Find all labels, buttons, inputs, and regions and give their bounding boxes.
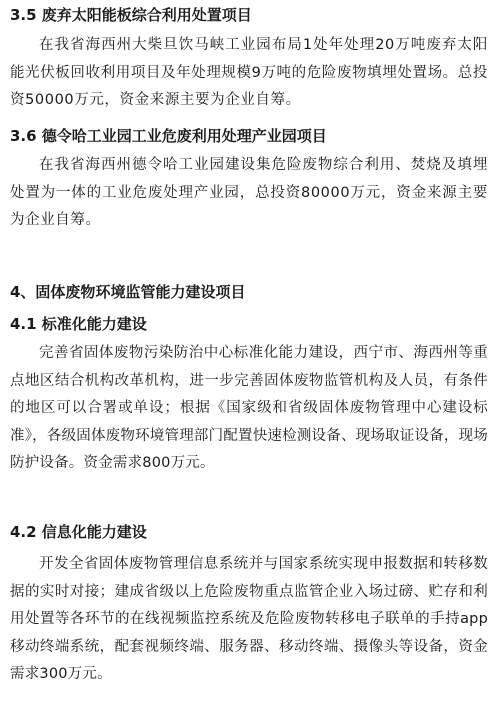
paragraph-4-1: 完善省固体废物污染防治中心标准化能力建设，西宁市、海西州等重点地区结合机构改革机构，进一步完善固体废物监管机构及人员，有条件的地区可以合署或单设；根据《国家级和省级固体废物管理中心建设标准》，各级固体废物环境管理部门配置快速检测设备、现场取证设备，现场防护设备。资金需求800万元。 <box>10 345 488 471</box>
paragraph-3-5: 在我省海西州大柴旦饮马峡工业园布局1处年处理20万吨废弃太阳能光伏板回收利用项目及年处理规模9万吨的危险废物填埋处置场。总投资50000万元，资金来源主要为企业自筹。 <box>10 37 488 108</box>
heading-4: 4、固体废物环境监管能力建设项目 <box>10 283 246 301</box>
heading-3-6: 3.6 德令哈工业园工业危废利用处理产业园项目 <box>10 127 327 145</box>
heading-4-2: 4.2 信息化能力建设 <box>10 523 147 541</box>
heading-4-1: 4.1 标准化能力建设 <box>10 315 147 333</box>
paragraph-3-6: 在我省海西州德令哈工业园建设集危险废物综合利用、焚烧及填埋处置为一体的工业危废处理产业园，总投资80000万元，资金来源主要为企业自筹。 <box>10 157 488 228</box>
heading-3-5: 3.5 废弃太阳能板综合利用处置项目 <box>10 6 252 24</box>
paragraph-4-2: 开发全省固体废物管理信息系统并与国家系统实现申报数据和转移数据的实时对接；建成省级以上危险废物重点监管企业入场过磅、贮存和利用处置等各环节的在线视频监控系统及危险废物转移电子联单的手持app移动终端系统，配套视频终端、服务器、移动终端、摄像头等设备，资金需求300万元。 <box>10 556 488 682</box>
